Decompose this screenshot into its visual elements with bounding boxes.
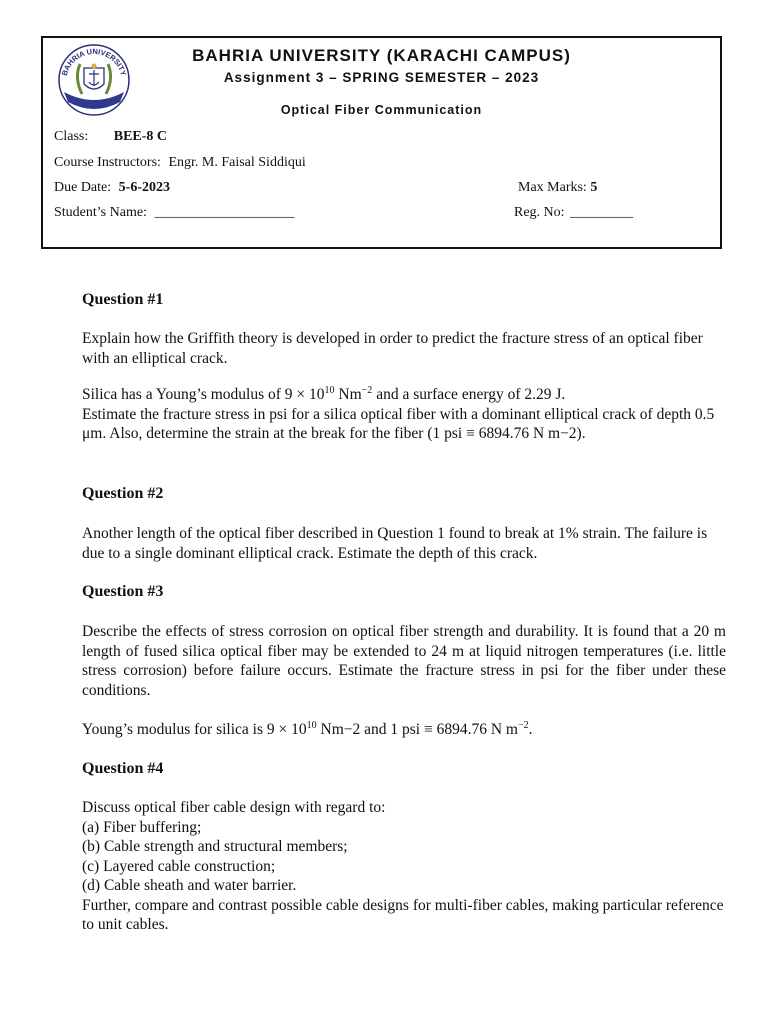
reg-no-label: Reg. No:	[514, 205, 565, 220]
assignment-header	[41, 36, 722, 249]
question-4-outro: Further, compare and contrast possible cable designs for multi-fiber cables, making particular reference to unit cables.	[82, 896, 724, 933]
question-3-paragraph-2: Young’s modulus for silica is $9 \times 10^{10}$ Nm−2 and 1 psi ≡ 6894.76 N $m^{-2}$.	[82, 720, 533, 738]
question-2-paragraph: Another length of the optical fiber described in Question 1 found to break at 1% strain. The failure is due to a single dominant elliptical crack. Estimate the depth of this crack.	[82, 525, 708, 562]
instructor-row	[54, 155, 306, 171]
student-name-row	[54, 205, 294, 221]
question-2-heading-block	[82, 484, 726, 504]
student-name-label: Student’s Name:	[54, 205, 147, 220]
question-4-heading-block	[82, 759, 726, 779]
due-date-label: Due Date:	[54, 180, 112, 195]
due-date-value: 5-6-2023	[118, 180, 170, 195]
svg-text:BAHRIA UNIVERSITY: BAHRIA UNIVERSITY	[59, 46, 129, 77]
question-4-text	[82, 798, 726, 935]
max-marks-row	[518, 180, 597, 196]
question-3-heading: Question #3	[82, 583, 164, 600]
question-3-text-2	[82, 720, 726, 740]
due-date-row	[54, 180, 170, 196]
assignment-title: Assignment 3 – SPRING SEMESTER – 2023	[223, 70, 540, 85]
question-1-paragraph-2: Silica has a Young’s modulus of $9 \times 10^{10}$ $Nm^{-2}$ and a surface energy of 2.29 J. Estimate the fracture stress in psi for a silica optical fiber with a dominant elliptical crack of depth 0.5 μm. Also, determine the strain at the break for the fiber (1 psi ≡ 6894.76 N m−2).	[82, 385, 715, 442]
question-2-text	[82, 524, 726, 563]
max-marks-value: 5	[590, 180, 598, 195]
instructor-value: Engr. M. Faisal Siddiqui	[168, 155, 306, 170]
class-value: BEE-8 C	[113, 129, 168, 144]
question-3-heading-block	[82, 582, 726, 602]
question-1-text	[82, 329, 726, 368]
class-label: Class:	[54, 129, 89, 144]
max-marks-label: Max Marks:	[518, 180, 587, 195]
question-4-item-c: (c) Layered cable construction;	[82, 857, 276, 875]
question-1-paragraph-1: Explain how the Griffith theory is developed in order to predict the fracture stress of an optical fiber with an elliptical crack.	[82, 330, 703, 367]
question-3-paragraph-1: Describe the effects of stress corrosion on optical fiber strength and durability. It is found that a 20 m length of fused silica optical fiber may be extended to 24 m at liquid nitrogen temperatures (i.e. little stress corrosion) before failure occurs. Estimate the fracture stress in psi for the fiber under these conditions.	[82, 623, 726, 699]
question-4-intro: Discuss optical fiber cable design with regard to:	[82, 799, 386, 816]
question-4-heading: Question #4	[82, 760, 164, 777]
reg-no-row	[514, 205, 633, 221]
class-row	[54, 129, 167, 145]
question-4-item-d: (d) Cable sheath and water barrier.	[82, 877, 297, 894]
student-name-blank[interactable]: ____________________	[154, 205, 295, 220]
question-4-item-a: (a) Fiber buffering;	[82, 818, 202, 836]
question-3-text	[82, 622, 726, 700]
question-1-heading-block	[82, 290, 726, 310]
question-1-heading: Question #1	[82, 291, 164, 308]
reg-no-blank[interactable]: _________	[570, 205, 634, 220]
university-title: BAHRIA UNIVERSITY (KARACHI CAMPUS)	[192, 46, 571, 65]
question-2-heading: Question #2	[82, 485, 164, 502]
course-title: Optical Fiber Communication	[280, 103, 483, 117]
question-1-text-2	[82, 385, 726, 444]
question-4-item-b: (b) Cable strength and structural members;	[82, 838, 348, 855]
instructor-label: Course Instructors:	[54, 155, 161, 170]
